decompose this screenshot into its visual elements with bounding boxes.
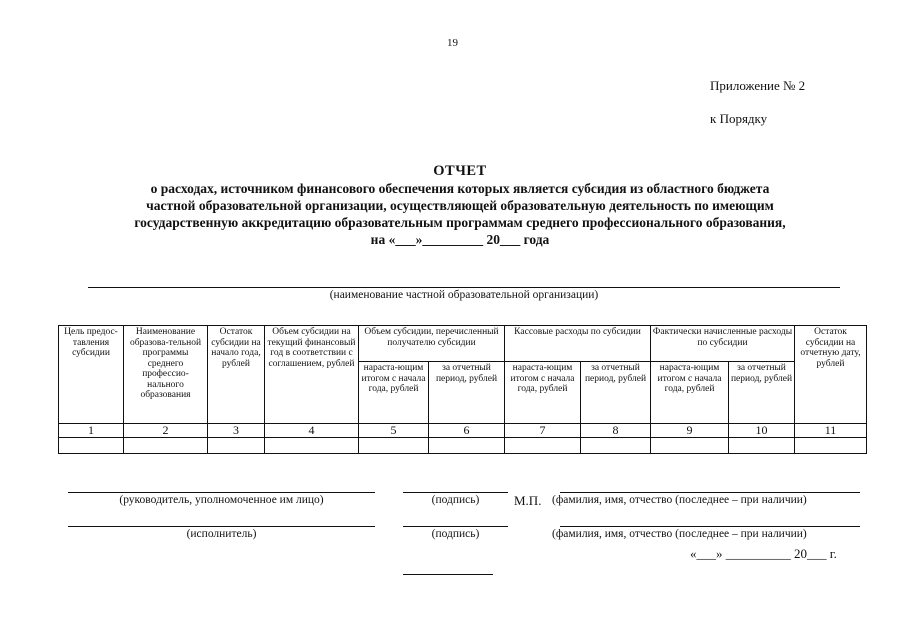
column-numbers-row xyxy=(59,424,867,438)
table-cell xyxy=(208,438,265,454)
header-end-balance: Остаток субсидии на отчетную дату, рублей xyxy=(795,326,867,424)
header-cumulative: нараста-ющим итогом с начала года, рублей xyxy=(359,362,429,424)
org-name-caption: (наименование частной образовательной организации) xyxy=(329,289,599,301)
signature-line xyxy=(403,492,508,493)
column-number: 11 xyxy=(795,424,867,438)
header-cash-expenses: Кассовые расходы по субсидии xyxy=(505,326,651,362)
column-number: 4 xyxy=(265,424,359,438)
report-title xyxy=(80,163,840,248)
column-number: 8 xyxy=(581,424,651,438)
bottom-line xyxy=(403,574,493,575)
column-number: 7 xyxy=(505,424,581,438)
title-line: государственную аккредитацию образовательным программам среднего профессионального образования, xyxy=(134,215,786,230)
signature-caption: (подпись) xyxy=(431,528,480,540)
page-number: 19 xyxy=(447,37,458,49)
header-cumulative: нараста-ющим итогом с начала года, рублей xyxy=(505,362,581,424)
table-cell xyxy=(359,438,429,454)
column-number: 2 xyxy=(124,424,208,438)
header-period: за отчетный период, рублей xyxy=(729,362,795,424)
title-line: частной образовательной организации, осуществляющей образовательную деятельность по имеющим xyxy=(146,198,774,213)
table-cell xyxy=(651,438,729,454)
title-line: о расходах, источником финансового обеспечения которых является субсидия из областного бюджета xyxy=(150,181,770,196)
header-purpose: Цель предос-тавления субсидии xyxy=(59,326,124,424)
report-table xyxy=(58,325,867,454)
report-date-line: на «___»_________ 20___ года xyxy=(370,232,550,247)
table-row xyxy=(59,438,867,454)
header-period: за отчетный период, рублей xyxy=(429,362,505,424)
header-cumulative: нараста-ющим итогом с начала года, рублей xyxy=(651,362,729,424)
fio-caption: (фамилия, имя, отчество (последнее – при наличии) xyxy=(552,528,807,540)
column-number: 10 xyxy=(729,424,795,438)
column-number: 9 xyxy=(651,424,729,438)
header-start-balance: Остаток субсидии на начало года, рублей xyxy=(208,326,265,424)
executor-caption: (исполнитель) xyxy=(186,528,257,540)
header-transferred: Объем субсидии, перечисленный получателю субсидии xyxy=(359,326,505,362)
report-heading: ОТЧЕТ xyxy=(433,163,487,179)
column-number: 3 xyxy=(208,424,265,438)
signature-caption: (подпись) xyxy=(431,494,480,506)
table-cell xyxy=(729,438,795,454)
table-cell xyxy=(265,438,359,454)
signature-line xyxy=(403,526,508,527)
header-annual-volume: Объем субсидии на текущий финансовый год в соответствии с соглашением, рублей xyxy=(265,326,359,424)
stamp-label: М.П. xyxy=(514,493,542,508)
table-cell xyxy=(429,438,505,454)
executor-line xyxy=(68,526,375,527)
fio-line xyxy=(560,492,860,493)
appendix-label: Приложение № 2 xyxy=(710,78,806,93)
org-name-line xyxy=(88,287,840,288)
head-signature-line xyxy=(68,492,375,493)
column-number: 5 xyxy=(359,424,429,438)
table-cell xyxy=(59,438,124,454)
appendix-order: к Порядку xyxy=(710,111,768,126)
table-cell xyxy=(581,438,651,454)
header-program: Наименование образова-тельной программы среднего профессио-нального образования xyxy=(124,326,208,424)
header-accrued-expenses: Фактически начисленные расходы по субсидии xyxy=(651,326,795,362)
fio-caption: (фамилия, имя, отчество (последнее – при наличии) xyxy=(552,494,807,506)
header-period: за отчетный период, рублей xyxy=(581,362,651,424)
signature-date: «___» __________ 20___ г. xyxy=(690,546,837,561)
fio-line xyxy=(560,526,860,527)
table-cell xyxy=(795,438,867,454)
head-caption: (руководитель, уполномоченное им лицо) xyxy=(119,494,324,506)
table-cell xyxy=(505,438,581,454)
table-cell xyxy=(124,438,208,454)
column-number: 1 xyxy=(59,424,124,438)
column-number: 6 xyxy=(429,424,505,438)
